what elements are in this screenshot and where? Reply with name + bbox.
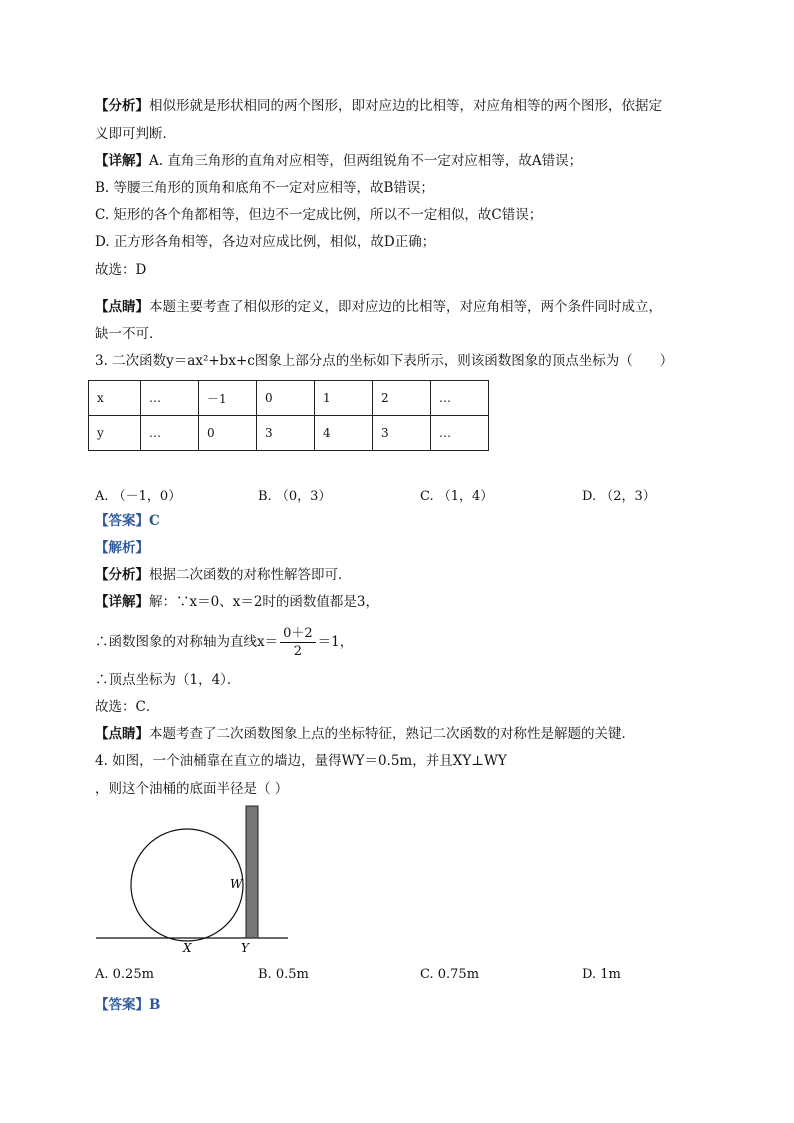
detail-tag: 【详解】 xyxy=(95,153,149,169)
q2-comment-line-1 xyxy=(95,298,662,316)
table-cell: 3 xyxy=(373,416,431,451)
table-cell: 4 xyxy=(315,416,373,451)
table-cell: －1 xyxy=(199,381,257,416)
table-row xyxy=(89,416,489,451)
q3-choose: 故选：C． xyxy=(95,699,160,715)
q3-analysis xyxy=(95,566,352,584)
analysis-text: 相似形就是形状相同的两个图形，即对应边的比相等，对应角相等的两个图形，依据定 xyxy=(149,98,662,114)
table-cell: … xyxy=(141,381,199,416)
q2-detail-c: C. 矩形的各个角都相等，但边不一定成比例，所以不一定相似，故C错误； xyxy=(95,207,543,223)
analysis-tag: 【分析】 xyxy=(95,567,149,583)
q4-option-c: C. 0.75m xyxy=(420,967,480,982)
analysis-text: 根据二次函数的对称性解答即可． xyxy=(149,567,352,583)
drum-circle xyxy=(131,829,243,941)
label-w: W xyxy=(230,877,243,891)
q4-option-d: D. 1m xyxy=(582,967,621,982)
comment-text: 本题主要考查了相似形的定义，即对应边的比相等，对应角相等，两个条件同时成立， xyxy=(149,299,662,315)
q3-answer: 【答案】C xyxy=(95,513,160,529)
table-cell: … xyxy=(141,416,199,451)
comment-tag: 【点睛】 xyxy=(95,299,149,315)
table-cell: y xyxy=(89,416,141,451)
analysis-tag: 【分析】 xyxy=(95,98,149,114)
q4-option-a: A. 0.25m xyxy=(95,967,154,982)
q3-detail-1 xyxy=(95,593,379,611)
detail-text: 解：∵x＝0、x＝2时的函数值都是3， xyxy=(149,594,379,610)
q3-detail-2 xyxy=(95,624,353,660)
wall-rect xyxy=(246,806,258,938)
q2-comment-line-2: 缺一不可． xyxy=(95,326,163,342)
q3-option-a: A. （－1，0） xyxy=(95,489,182,504)
label-y: Y xyxy=(241,941,249,955)
q4-stem-line-2: ，则这个油桶的底面半径是（ ） xyxy=(95,781,289,797)
q3-detail-3: ∴顶点坐标为（1，4）． xyxy=(95,672,241,688)
q2-detail-d: D. 正方形各角相等，各边对应成比例，相似，故D正确； xyxy=(95,234,436,250)
q4-stem-line-1: 4. 如图，一个油桶靠在直立的墙边，量得WY＝0.5m，并且XY⊥WY xyxy=(95,753,507,769)
table-cell: 2 xyxy=(373,381,431,416)
detail-a-text: A. 直角三角形的直角对应相等，但两组锐角不一定对应相等，故A错误； xyxy=(149,153,583,169)
q3-option-c: C. （1，4） xyxy=(420,489,494,504)
table-cell: 0 xyxy=(257,381,315,416)
q2-detail-b: B. 等腰三角形的顶角和底角不一定对应相等，故B错误； xyxy=(95,180,434,196)
oil-drum-figure xyxy=(90,800,300,960)
comment-tag: 【点睛】 xyxy=(95,726,149,742)
table-cell: … xyxy=(431,381,489,416)
label-x: X xyxy=(183,941,192,955)
q2-analysis-line-2: 义即可判断． xyxy=(95,126,176,142)
q2-detail-a xyxy=(95,152,582,170)
table-cell: x xyxy=(89,381,141,416)
q2-analysis-line-1 xyxy=(95,97,662,115)
detail-2-post: ＝1， xyxy=(317,634,354,650)
fraction-denominator: 2 xyxy=(293,644,303,659)
comment-text: 本题考查了二次函数图象上点的坐标特征，熟记二次函数的对称性是解题的关键． xyxy=(149,726,635,742)
table-cell: 1 xyxy=(315,381,373,416)
q3-value-table xyxy=(88,380,489,451)
detail-2-pre: ∴函数图象的对称轴为直线x＝ xyxy=(95,634,279,650)
q4-option-b: B. 0.5m xyxy=(258,967,309,982)
q3-comment xyxy=(95,725,635,743)
fraction-numerator: 0＋2 xyxy=(280,625,316,643)
table-cell: 0 xyxy=(199,416,257,451)
q3-stem: 3. 二次函数y＝ax²+bx+c图象上部分点的坐标如下表所示，则该函数图象的顶点坐标为（ ） xyxy=(95,353,674,369)
q3-option-b: B. （0，3） xyxy=(258,489,332,504)
detail-tag: 【详解】 xyxy=(95,594,149,610)
q4-answer: 【答案】B xyxy=(95,997,161,1013)
table-cell: … xyxy=(431,416,489,451)
q3-jiexi: 【解析】 xyxy=(95,540,149,556)
fraction xyxy=(280,625,316,660)
table-row xyxy=(89,381,489,416)
q3-option-d: D. （2，3） xyxy=(582,489,656,504)
q2-choose: 故选：D xyxy=(95,262,147,278)
table-cell: 3 xyxy=(257,416,315,451)
